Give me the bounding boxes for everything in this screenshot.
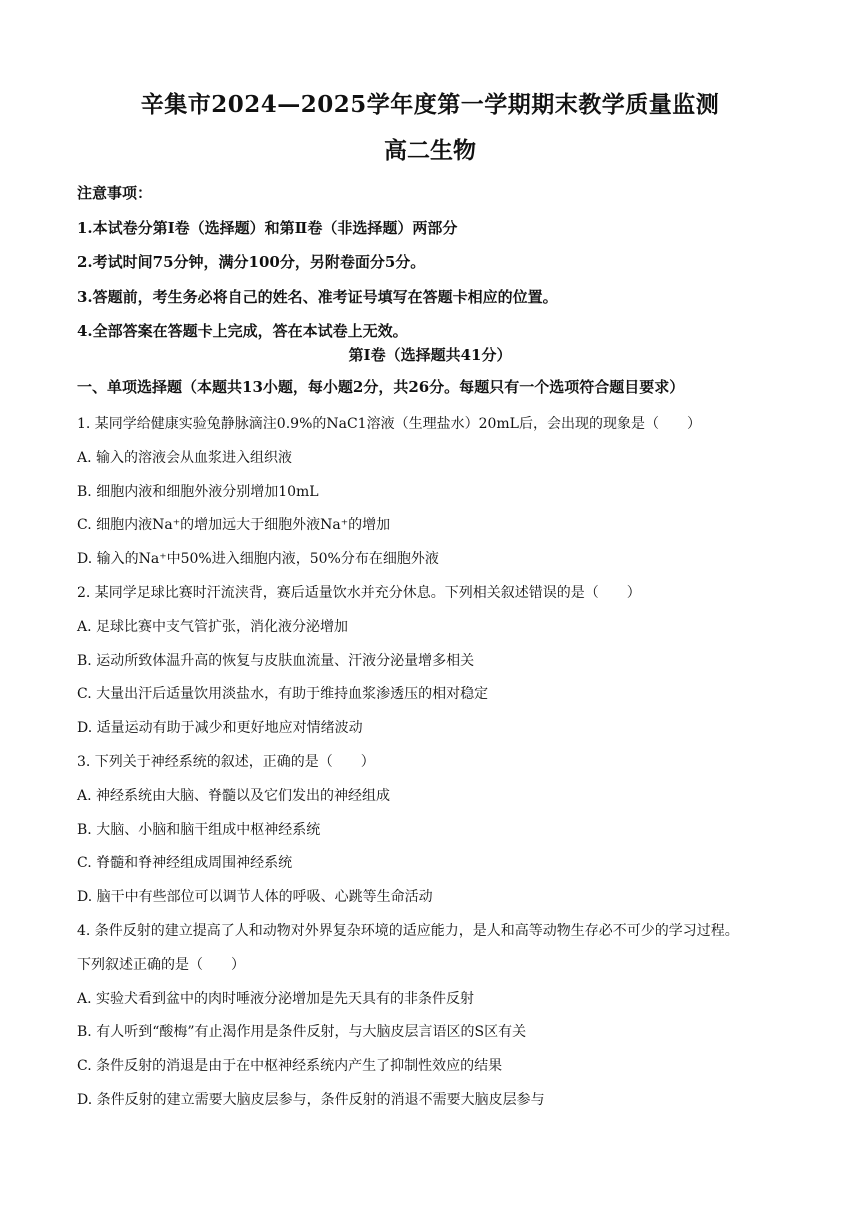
- option: A. 神经系统由大脑、脊髓以及它们发出的神经组成: [77, 787, 391, 804]
- option: B. 大脑、小脑和脑干组成中枢神经系统: [77, 821, 321, 838]
- option: A. 实验犬看到盆中的肉时唾液分泌增加是先天具有的非条件反射: [77, 990, 475, 1007]
- question-stem: 1. 某同学给健康实验兔静脉滴注0.9%的NaC1溶液（生理盐水）20mL后，会出现的现象是（ ）: [77, 416, 701, 432]
- question-stem-continued: 下列叙述正确的是（ ）: [77, 956, 245, 973]
- option: C. 条件反射的消退是由于在中枢神经系统内产生了抑制性效应的结果: [77, 1058, 503, 1075]
- question-stem: 3. 下列关于神经系统的叙述，正确的是（ ）: [77, 753, 375, 770]
- option: A. 输入的溶液会从血浆进入组织液: [77, 449, 293, 466]
- questions-list: [77, 408, 797, 1118]
- option: D. 脑干中有些部位可以调节人体的呼吸、心跳等生命活动: [77, 889, 433, 906]
- option: C. 脊髓和脊神经组成周围神经系统: [77, 855, 293, 872]
- option: A. 足球比赛中支气管扩张，消化液分泌增加: [77, 618, 349, 635]
- option: D. 适量运动有助于减少和更好地应对情绪波动: [77, 720, 363, 737]
- exam-subject: 高二生物: [384, 137, 476, 164]
- question-stem: 2. 某同学足球比赛时汗流浃背，赛后适量饮水并充分休息。下列相关叙述错误的是（ ）: [77, 584, 641, 601]
- option: B. 细胞内液和细胞外液分别增加10mL: [77, 483, 319, 500]
- exam-title: 辛集市2024—2025学年度第一学期期末教学质量监测: [140, 91, 720, 118]
- notes-heading: 注意事项：: [77, 184, 153, 202]
- note-item: 4.全部答案在答题卡上完成，答在本试卷上无效。: [77, 322, 408, 340]
- option: C. 细胞内液Na⁺的增加远大于细胞外液Na⁺的增加: [77, 517, 391, 534]
- option: D. 输入的Na⁺中50%进入细胞内液，50%分布在细胞外液: [77, 551, 439, 568]
- section-title: 第Ⅰ卷（选择题共41分）: [348, 346, 512, 364]
- part-title: 一、单项选择题（本题共13小题，每小题2分，共26分。每题只有一个选项符合题目要求）: [77, 378, 685, 396]
- option: C. 大量出汗后适量饮用淡盐水，有助于维持血浆渗透压的相对稳定: [77, 686, 489, 703]
- notes-block: [77, 176, 797, 349]
- note-item: 1.本试卷分第Ⅰ卷（选择题）和第Ⅱ卷（非选择题）两部分: [77, 218, 458, 237]
- option: D. 条件反射的建立需要大脑皮层参与，条件反射的消退不需要大脑皮层参与: [77, 1091, 545, 1108]
- question-stem: 4. 条件反射的建立提高了人和动物对外界复杂环境的适应能力，是人和高等动物生存必不可少的学习过程。: [77, 922, 739, 939]
- option: B. 有人听到“酸梅”有止渴作用是条件反射，与大脑皮层言语区的S区有关: [77, 1024, 527, 1041]
- note-item: 3.答题前，考生务必将自己的姓名、准考证号填写在答题卡相应的位置。: [77, 287, 558, 306]
- option: B. 运动所致体温升高的恢复与皮肤血流量、汗液分泌量增多相关: [77, 652, 475, 669]
- note-item: 2.考试时间75分钟，满分100分，另附卷面分5分。: [77, 253, 426, 271]
